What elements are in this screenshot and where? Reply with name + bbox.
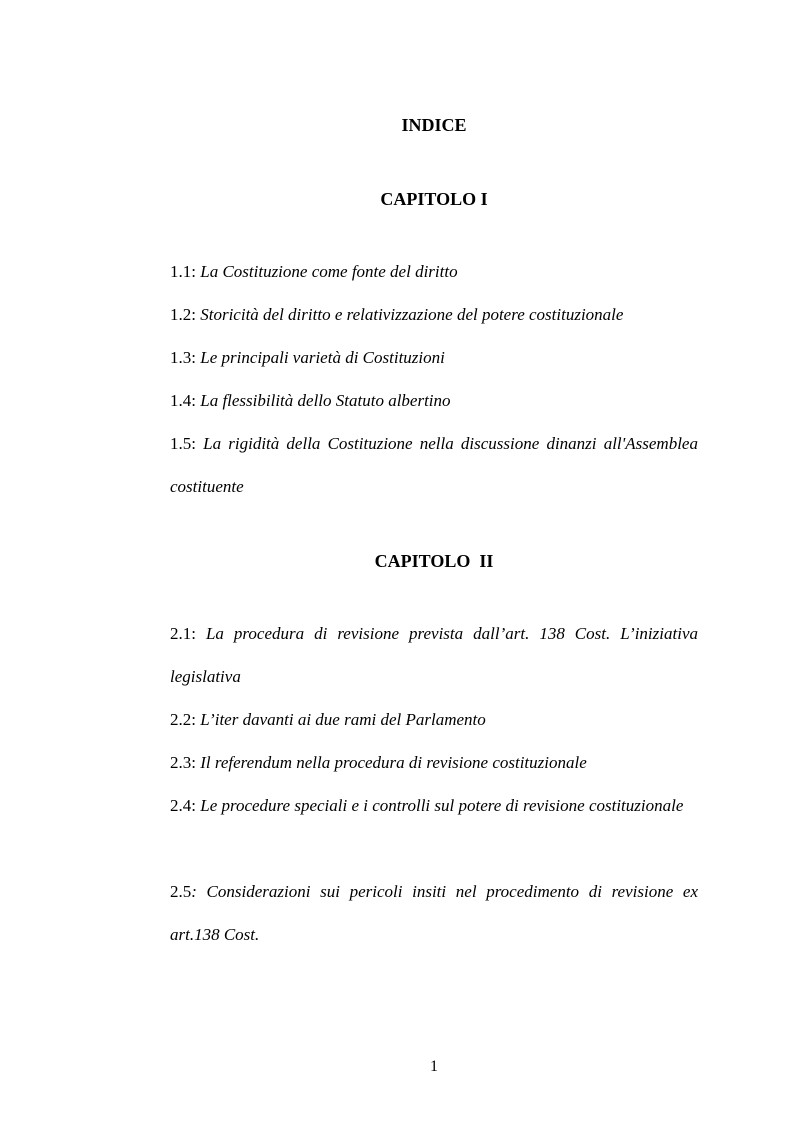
toc-entry-2-2 xyxy=(170,698,698,741)
toc-entry-title: La procedura di revisione prevista dall’art. 138 Cost. L’iniziativa legislativa xyxy=(170,624,698,686)
toc-entry-title: Storicità del diritto e relativizzazione del potere costituzionale xyxy=(200,305,624,324)
toc-entry-title: La rigidità della Costituzione nella discussione dinanzi all'Assemblea costituente xyxy=(170,434,698,496)
toc-entry-2-5 xyxy=(170,870,698,956)
toc-entry-title: La Costituzione come fonte del diritto xyxy=(200,262,458,281)
chapter-2-heading: CAPITOLO II xyxy=(374,551,494,571)
toc-entry-title: Le principali varietà di Costituzioni xyxy=(200,348,445,367)
toc-entry-title: La flessibilità dello Statuto albertino xyxy=(200,391,451,410)
chapter-1-heading: CAPITOLO I xyxy=(380,189,488,209)
toc-entry-title: : Considerazioni sui pericoli insiti nel procedimento di revisione ex art.138 Cost. xyxy=(170,882,698,944)
toc-entry-1-5 xyxy=(170,422,698,508)
toc-entry-1-3 xyxy=(170,336,698,379)
toc-entry-title: Il referendum nella procedura di revisione costituzionale xyxy=(200,753,587,772)
toc-entry-title: L’iter davanti ai due rami del Parlamento xyxy=(200,710,486,729)
toc-entry-number: 2.1: xyxy=(170,624,206,643)
toc-entry-2-1 xyxy=(170,612,698,698)
toc-entry-2-4 xyxy=(170,784,698,827)
toc-entry-1-1 xyxy=(170,250,698,293)
toc-entry-number: 1.3: xyxy=(170,348,201,367)
page-number: 1 xyxy=(430,1058,438,1075)
toc-entry-2-3 xyxy=(170,741,698,784)
toc-entry-number: 2.5 xyxy=(170,882,192,901)
toc-entry-1-4 xyxy=(170,379,698,422)
toc-entry-number: 2.3: xyxy=(170,753,201,772)
toc-entry-number: 2.2: xyxy=(170,710,201,729)
toc-entry-number: 2.4: xyxy=(170,796,201,815)
toc-entry-1-2 xyxy=(170,293,698,336)
toc-entry-number: 1.1: xyxy=(170,262,201,281)
toc-entry-number: 1.4: xyxy=(170,391,201,410)
toc-entry-title: Le procedure speciali e i controlli sul potere di revisione costituzionale xyxy=(200,796,684,815)
toc-entry-number: 1.5: xyxy=(170,434,204,453)
index-title: INDICE xyxy=(401,115,467,135)
toc-entry-number: 1.2: xyxy=(170,305,201,324)
